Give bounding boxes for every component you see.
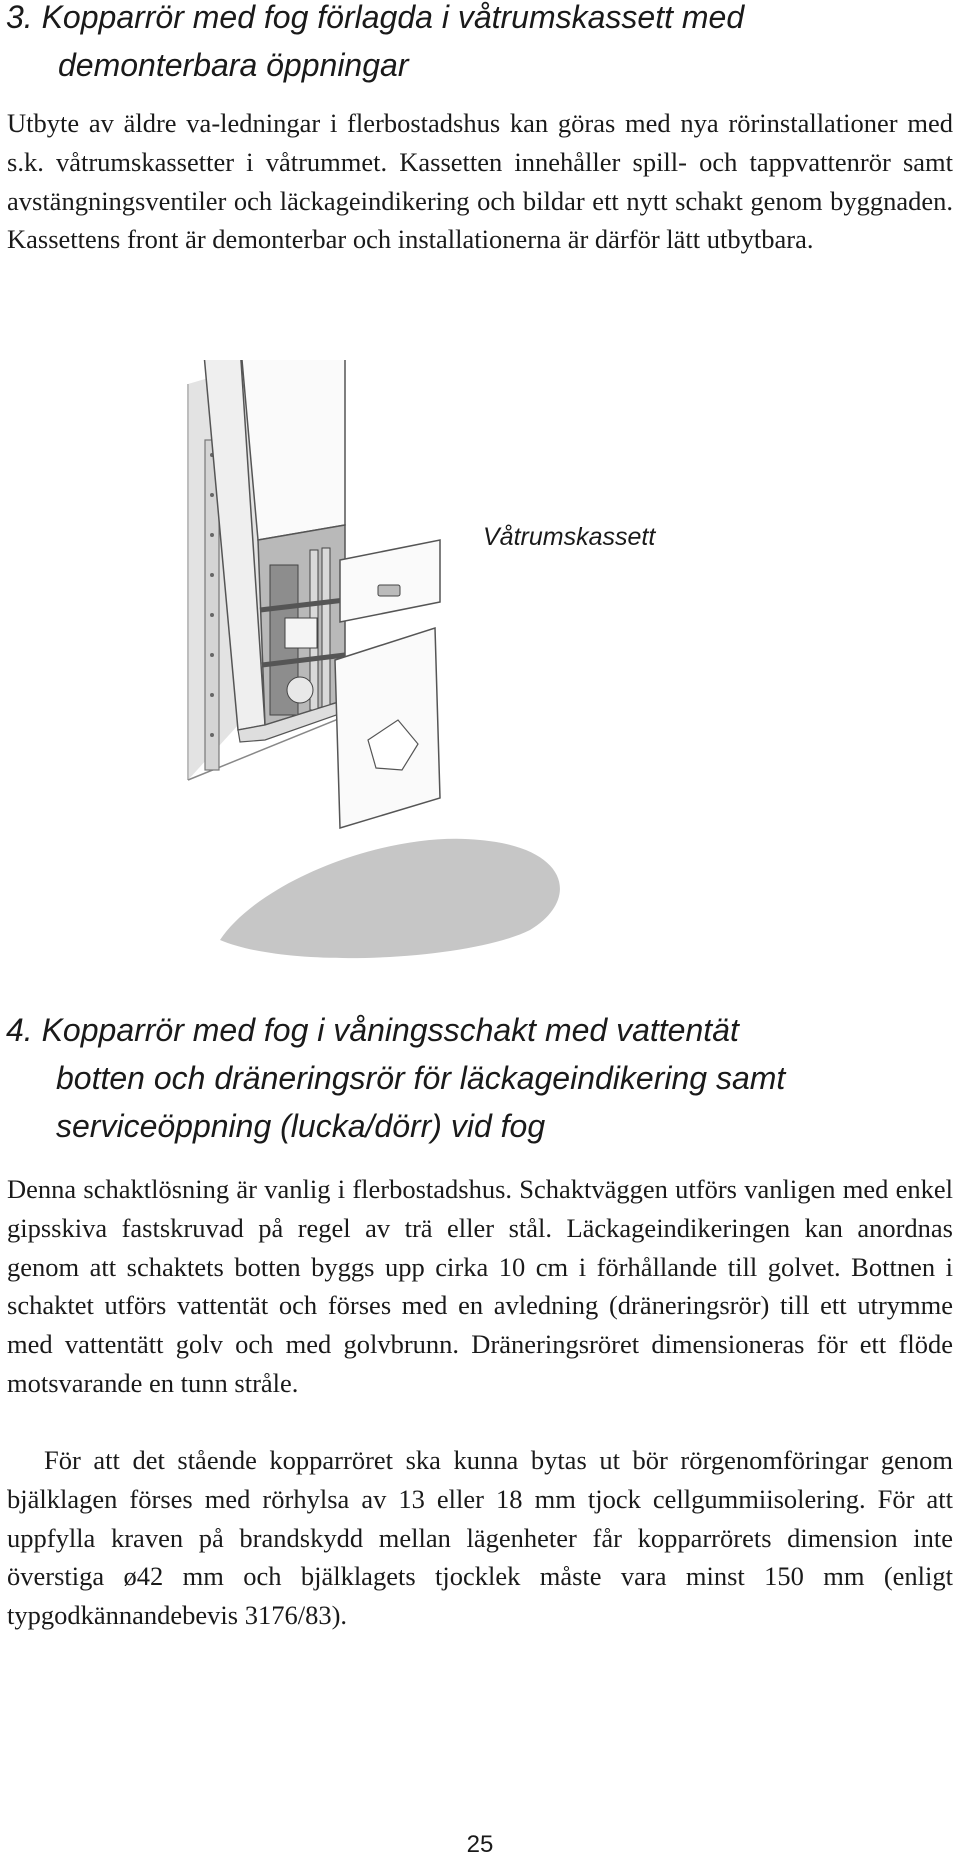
- section-4-heading: [6, 1006, 936, 1150]
- page-number: 25: [466, 1831, 494, 1858]
- section-3-title-line-1: Kopparrör med fog förlagda i våtrumskassett med: [41, 0, 745, 35]
- section-4-title-line-3: serviceöppning (lucka/dörr) vid fog: [56, 1108, 546, 1144]
- section-4-body-paragraph-2: [7, 1441, 953, 1635]
- section-3-title-line-2: demonterbara öppningar: [58, 47, 409, 83]
- wet-room-cassette-illustration: [150, 360, 710, 960]
- section-4-title-line-1: Kopparrör med fog i våningsschakt med vattentät: [41, 1012, 739, 1048]
- section-4-number: 4.: [6, 1012, 33, 1048]
- section-3-heading: [6, 0, 936, 89]
- section-4-body-paragraph-1: Denna schaktlösning är vanlig i flerbostadshus. Schaktväggen utförs vanligen med enkel gipsskiva fastskruvad på regel av trä eller stål. Läckageindikeringen kan anordnas genom att schaktets botten byggs upp cirka 10 cm i förhållande till golvet. Bottnen i schaktet utförs vattentät och förses med en avledning (dräneringsrör) till ett utrymme med vattentätt golv och med golvbrunn. Dräneringsröret dimensioneras för ett flöde motsvarande en tunn stråle.: [7, 1174, 953, 1398]
- section-4-title-line-2: botten och dräneringsrör för läckageindikering samt: [56, 1060, 786, 1096]
- section-4-body-paragraph-2-text: För att det stående kopparröret ska kunna bytas ut bör rörgenomföringar genom bjälklagen förses med rörhylsa av 13 eller 18 mm tjock cellgummiisolering. För att uppfylla kraven på brandskydd mellan lägenheter får kopparrörets dimension inte överstiga ø42 mm och bjälklagets tjocklek måste vara minst 150 mm (enligt typgodkännandebevis 3176/83).: [7, 1445, 953, 1631]
- section-3-number: 3.: [6, 0, 33, 35]
- figure-caption: Våtrumskassett: [483, 523, 656, 551]
- section-3-body: Utbyte av äldre va-ledningar i flerbostadshus kan göras med nya rörinstallationer med s.k. våtrumskassetter i våtrummet. Kassetten innehåller spill- och tappvattenrör samt avstängningsventiler och läckageindikering och bildar ett nytt schakt genom byggnaden. Kassettens front är demonterbar och installationerna är därför lätt utbytbara.: [7, 108, 953, 255]
